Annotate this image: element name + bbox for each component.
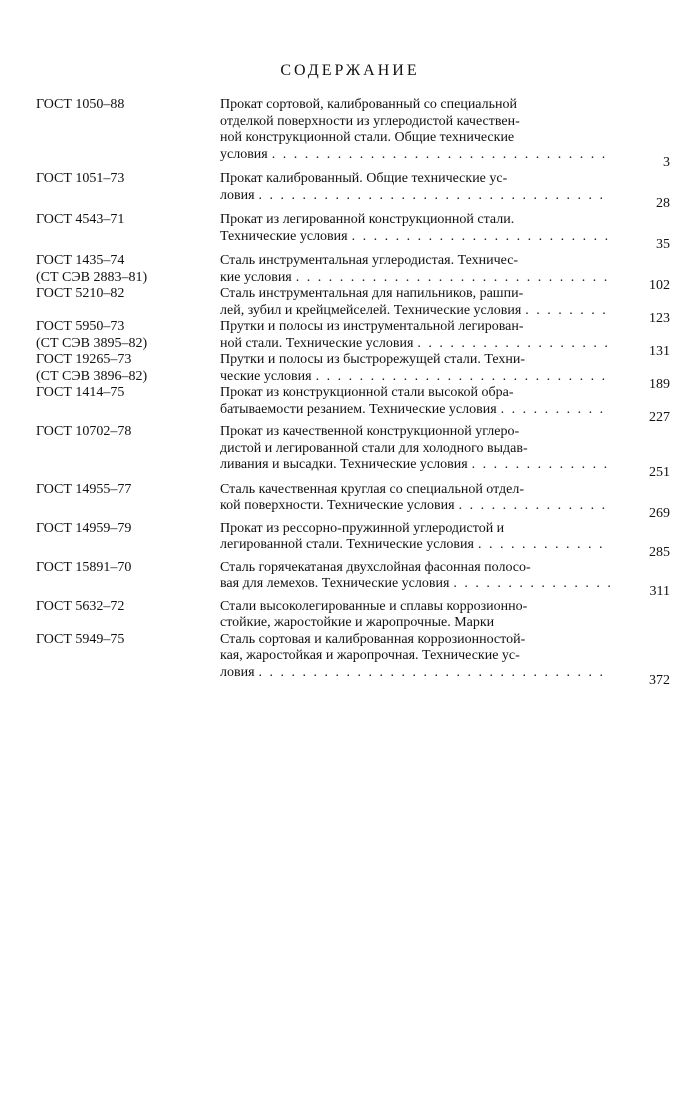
toc-entry-code: ГОСТ 1051–73 xyxy=(36,171,125,186)
toc-entry-page-number: 102 xyxy=(649,277,670,293)
toc-entry xyxy=(36,559,676,599)
toc-entry-description xyxy=(220,385,610,418)
dot-leader xyxy=(455,498,610,515)
table-of-contents xyxy=(36,97,676,688)
toc-entry-last-line xyxy=(220,188,610,205)
toc-entry-description-line: Сталь инструментальная для напильников, рашпи- xyxy=(220,286,524,301)
toc-entry-code: ГОСТ 1050–88 xyxy=(36,97,125,112)
toc-entry-description-line: Технические условия xyxy=(220,228,348,244)
toc-entry-last-line xyxy=(220,303,610,320)
toc-entry-last-line xyxy=(220,457,610,474)
toc-entry xyxy=(36,352,676,392)
toc-entry-code: ГОСТ 1414–75 xyxy=(36,385,125,400)
toc-entry-page-number: 227 xyxy=(649,409,670,425)
toc-entry-description xyxy=(220,599,610,632)
toc-entry-page-number: 251 xyxy=(649,465,670,480)
toc-entry-description-line: Сталь горячекатаная двухслойная фасонная полосо- xyxy=(220,559,531,575)
toc-entry-code: ГОСТ 14959–79 xyxy=(36,520,132,536)
toc-entry xyxy=(36,97,676,170)
toc-entry-description-line: батываемости резанием. Технические условия xyxy=(220,401,497,417)
toc-entry xyxy=(36,599,676,632)
toc-entry xyxy=(36,424,676,480)
toc-entry-description-line: ливания и высадки. Технические условия xyxy=(220,457,468,472)
toc-entry-description-line: Сталь качественная круглая со специальной отдел- xyxy=(220,481,525,497)
toc-entry-description-line: легированной стали. Технические условия xyxy=(220,537,474,552)
toc-entry-page-number: 3 xyxy=(663,154,670,170)
toc-entry-description xyxy=(220,521,610,554)
toc-entry xyxy=(36,319,676,359)
toc-entry xyxy=(36,286,676,326)
toc-entry-description-line: кой поверхности. Технические условия xyxy=(220,498,455,513)
toc-entry-last-line xyxy=(220,576,610,593)
toc-entry-description xyxy=(220,424,610,474)
dot-leader xyxy=(449,576,610,593)
dot-leader xyxy=(413,336,610,353)
toc-entry-description-line: Стали высоколегированные и сплавы коррозионно- xyxy=(220,598,528,614)
toc-entry-description-line: ловия xyxy=(220,664,255,680)
toc-entry-description-line: ной стали. Технические условия xyxy=(220,335,414,351)
toc-entry-last-line xyxy=(220,537,610,554)
toc-entry-last-line xyxy=(220,665,610,682)
toc-entry-description-line: условия xyxy=(220,146,268,162)
dot-leader xyxy=(268,147,610,164)
toc-entry-code: ГОСТ 4543–71 xyxy=(36,212,125,227)
dot-leader xyxy=(292,270,610,287)
toc-entry-description-line: Прокат из рессорно-пружинной углеродистой и xyxy=(220,520,505,536)
toc-entry-code: ГОСТ 10702–78 xyxy=(36,424,132,439)
toc-entry xyxy=(36,253,676,293)
dot-leader xyxy=(255,665,610,682)
toc-entry-page-number: 372 xyxy=(649,672,670,688)
toc-entry-page-number: 285 xyxy=(649,545,670,560)
toc-entry-code: ГОСТ 5210–82 xyxy=(36,286,125,301)
toc-entry-description xyxy=(220,319,610,352)
dot-leader xyxy=(348,229,610,246)
toc-entry xyxy=(36,481,676,521)
toc-entry-description-line: дистой и легированной стали для холодного выдав- xyxy=(220,440,528,456)
toc-entry-page-number: 35 xyxy=(656,236,670,252)
toc-entry-description-line: Прокат из качественной конструкционной углеро- xyxy=(220,424,520,439)
toc-entry-description-line: Прокат сортовой, калиброванный со специальной xyxy=(220,97,518,112)
toc-entry-last-line xyxy=(220,229,610,246)
toc-entry xyxy=(36,520,676,560)
toc-entry xyxy=(36,212,676,252)
toc-entry-description xyxy=(220,560,610,593)
toc-entry-description-line: ловия xyxy=(220,187,255,203)
toc-entry-description-line: кие условия xyxy=(220,269,292,285)
toc-entry-code: ГОСТ 19265–73 (СТ СЭВ 3896–82) xyxy=(36,352,148,384)
toc-entry-page-number: 269 xyxy=(649,506,670,521)
toc-entry-last-line xyxy=(220,336,610,353)
dot-leader xyxy=(255,188,610,205)
toc-entry-description xyxy=(220,171,610,204)
dot-leader xyxy=(497,402,610,419)
toc-entry-code: ГОСТ 5950–73 (СТ СЭВ 3895–82) xyxy=(36,319,148,351)
toc-entry-last-line xyxy=(220,402,610,419)
toc-entry-description xyxy=(220,482,610,515)
dot-leader xyxy=(468,457,610,474)
toc-entry-description xyxy=(220,352,610,385)
toc-entry-description-line: лей, зубил и крейцмейселей. Технические условия xyxy=(220,302,522,318)
toc-entry-code: ГОСТ 1435–74 (СТ СЭВ 2883–81) xyxy=(36,253,148,285)
toc-entry-last-line xyxy=(220,615,610,632)
toc-entry-description-line: Сталь сортовая и калиброванная коррозионностой- xyxy=(220,631,526,647)
toc-entry-description-line: отделкой поверхности из углеродистой качествен- xyxy=(220,113,520,129)
toc-entry-description-line: Прокат калиброванный. Общие технические ус- xyxy=(220,171,508,186)
toc-entry-code: ГОСТ 14955–77 xyxy=(36,481,132,497)
toc-entry-description-line: стойкие, жаростойкие и жаропрочные. Марки xyxy=(220,615,495,630)
toc-entry-description-line: ческие условия xyxy=(220,368,312,384)
toc-entry-code: ГОСТ 15891–70 xyxy=(36,559,132,575)
toc-entry-description xyxy=(220,212,610,245)
toc-entry-page-number: 189 xyxy=(649,376,670,392)
dot-leader xyxy=(474,537,610,554)
toc-entry-description xyxy=(220,286,610,319)
page-title: СОДЕРЖАНИЕ xyxy=(280,62,420,79)
toc-entry-description-line: ной конструкционной стали. Общие технические xyxy=(220,130,515,145)
toc-entry-description-line: кая, жаростойкая и жаропрочная. Технические ус- xyxy=(220,648,520,663)
toc-entry-description-line: вая для лемехов. Технические условия xyxy=(220,576,450,591)
dot-leader xyxy=(521,303,610,320)
toc-entry-code: ГОСТ 5632–72 xyxy=(36,598,125,614)
toc-entry-description xyxy=(220,97,610,163)
toc-entry-last-line xyxy=(220,498,610,515)
toc-entry-last-line xyxy=(220,147,610,164)
toc-entry-page-number: 311 xyxy=(649,584,670,599)
toc-entry-code: ГОСТ 5949–75 xyxy=(36,631,125,647)
toc-entry xyxy=(36,171,676,211)
toc-entry-page-number: 123 xyxy=(649,310,670,326)
toc-entry-description-line: Сталь инструментальная углеродистая. Техничес- xyxy=(220,253,519,268)
toc-entry-description xyxy=(220,632,610,682)
toc-entry-description-line: Прутки и полосы из быстрорежущей стали. Техни- xyxy=(220,352,526,367)
toc-entry-description xyxy=(220,253,610,286)
toc-entry xyxy=(36,631,676,688)
toc-entry-page-number: 28 xyxy=(656,195,670,211)
toc-entry xyxy=(36,385,676,425)
toc-entry-last-line xyxy=(220,369,610,386)
dot-leader xyxy=(312,369,610,386)
toc-entry-description-line: Прутки и полосы из инструментальной легирован- xyxy=(220,319,524,334)
toc-entry-description-line: Прокат из конструкционной стали высокой обра- xyxy=(220,385,514,400)
toc-entry-page-number: 131 xyxy=(649,343,670,359)
toc-entry-last-line xyxy=(220,270,610,287)
toc-entry-description-line: Прокат из легированной конструкционной стали. xyxy=(220,212,515,227)
